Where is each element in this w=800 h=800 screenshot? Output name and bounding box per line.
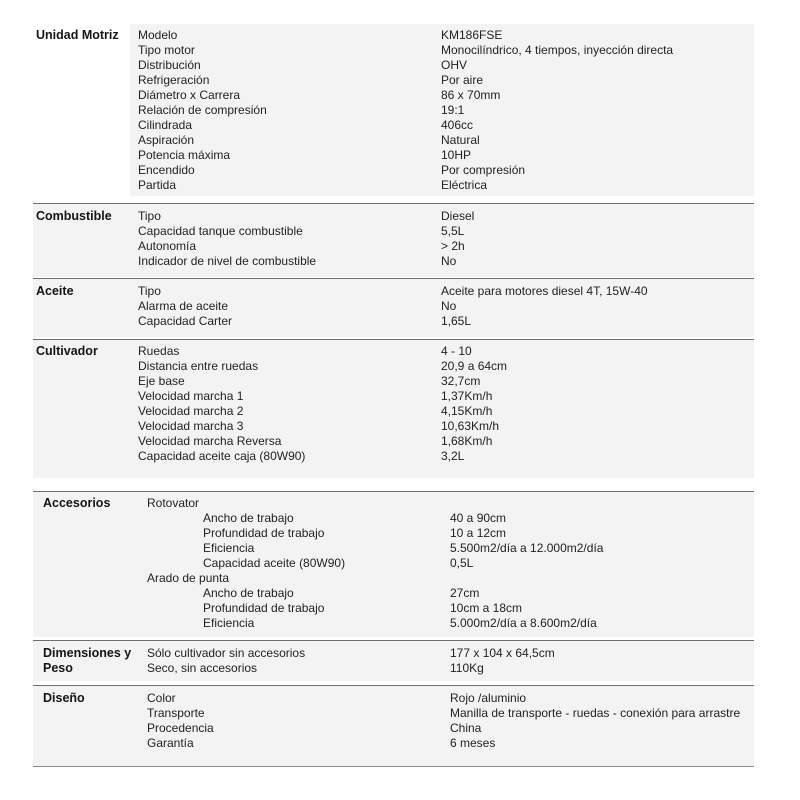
row-label: Relación de compresión	[138, 103, 267, 117]
row-label: Velocidad marcha 1	[138, 389, 244, 403]
row-value: Por compresión	[441, 163, 526, 177]
row-value: 10 a 12cm	[450, 526, 507, 540]
row-label: Diámetro x Carrera	[138, 88, 241, 102]
row-value: > 2h	[441, 239, 465, 253]
row-label: Ancho de trabajo	[203, 586, 294, 600]
row-label: Procedencia	[147, 721, 214, 735]
row-value: 32,7cm	[441, 374, 481, 388]
section-title-motor: Unidad Motriz	[36, 28, 119, 42]
row-value: 110Kg	[450, 661, 484, 675]
row-value: Rojo /aluminio	[450, 691, 527, 705]
row-label: Transporte	[147, 706, 205, 720]
group-label-arado: Arado de punta	[147, 571, 230, 585]
section-dimensiones	[33, 640, 754, 681]
row-label: Eje base	[138, 374, 185, 388]
section-title-accesorios: Accesorios	[43, 496, 111, 510]
row-label: Encendido	[138, 163, 195, 177]
group-label-rotovator: Rotovator	[147, 496, 200, 510]
row-value: 40 a 90cm	[450, 511, 507, 525]
row-value: 6 meses	[450, 736, 496, 750]
row-label: Distancia entre ruedas	[138, 359, 259, 373]
row-label: Distribución	[138, 58, 201, 72]
section-title-aceite: Aceite	[36, 284, 74, 298]
row-value: 27cm	[450, 586, 480, 600]
row-label: Seco, sin accesorios	[147, 661, 258, 675]
row-label: Capacidad aceite (80W90)	[203, 556, 346, 570]
row-value: 4,15Km/h	[441, 404, 493, 418]
row-value: No	[441, 299, 457, 313]
section-title-dimensiones-line1: Dimensiones y	[43, 646, 132, 660]
row-value: Natural	[441, 133, 480, 147]
bottom-divider	[33, 766, 754, 767]
row-value: Monocilíndrico, 4 tiempos, inyección directa	[441, 43, 674, 57]
row-value: 10,63Km/h	[441, 419, 500, 433]
row-label: Refrigeración	[138, 73, 210, 87]
row-value: KM186FSE	[441, 28, 503, 42]
row-value: 5.000m2/día a 8.600m2/día	[450, 616, 597, 630]
row-value: 406cc	[441, 118, 474, 132]
row-value: 10HP	[441, 148, 472, 162]
row-label: Capacidad Carter	[138, 314, 233, 328]
row-label: Partida	[138, 178, 177, 192]
section-title-dimensiones-line2: Peso	[43, 661, 73, 675]
row-label: Eficiencia	[203, 616, 255, 630]
row-value: 4 - 10	[441, 344, 472, 358]
row-value: Diesel	[441, 209, 475, 223]
row-label: Ruedas	[138, 344, 180, 358]
row-label: Velocidad marcha 2	[138, 404, 244, 418]
row-value: 10cm a 18cm	[450, 601, 523, 615]
row-value: 5.500m2/día a 12.000m2/día	[450, 541, 604, 555]
row-label: Profundidad de trabajo	[203, 526, 325, 540]
row-label: Aspiración	[138, 133, 195, 147]
row-label: Eficiencia	[203, 541, 255, 555]
row-value: China	[450, 721, 482, 735]
row-value: Eléctrica	[441, 178, 488, 192]
row-label: Capacidad tanque combustible	[138, 224, 303, 238]
row-label: Velocidad marcha 3	[138, 419, 244, 433]
row-label: Sólo cultivador sin accesorios	[147, 646, 306, 660]
row-value: 1,37Km/h	[441, 389, 493, 403]
row-label: Ancho de trabajo	[203, 511, 294, 525]
section-title-cultivador: Cultivador	[36, 344, 98, 358]
row-label: Tipo motor	[138, 43, 195, 57]
row-value: 177 x 104 x 64,5cm	[450, 646, 555, 660]
row-value: OHV	[441, 58, 468, 72]
row-value: 20,9 a 64cm	[441, 359, 508, 373]
row-label: Tipo	[138, 284, 161, 298]
row-label: Capacidad aceite caja (80W90)	[138, 449, 306, 463]
row-label: Modelo	[138, 28, 178, 42]
row-value: 86 x 70mm	[441, 88, 501, 102]
row-value: Por aire	[441, 73, 484, 87]
row-value: Manilla de transporte - ruedas - conexión para arrastre	[450, 706, 741, 720]
row-value: 1,68Km/h	[441, 434, 493, 448]
row-label: Cilindrada	[138, 118, 193, 132]
section-accesorios	[33, 491, 754, 637]
section-title-combustible: Combustible	[36, 209, 112, 223]
row-value: 3,2L	[441, 449, 465, 463]
row-label: Velocidad marcha Reversa	[138, 434, 282, 448]
row-label: Autonomía	[138, 239, 197, 253]
row-value: No	[441, 254, 457, 268]
section-diseno	[33, 685, 754, 767]
row-label: Color	[147, 691, 176, 705]
row-value: 19:1	[441, 103, 465, 117]
row-label: Tipo	[138, 209, 161, 223]
section-title-diseno: Diseño	[43, 691, 85, 705]
row-value: 0,5L	[450, 556, 474, 570]
row-value: Aceite para motores diesel 4T, 15W-40	[441, 284, 648, 298]
row-label: Indicador de nivel de combustible	[138, 254, 317, 268]
row-label: Profundidad de trabajo	[203, 601, 325, 615]
row-label: Alarma de aceite	[138, 299, 229, 313]
row-label: Garantía	[147, 736, 194, 750]
row-label: Potencia máxima	[138, 148, 231, 162]
row-value: 5,5L	[441, 224, 465, 238]
row-value: 1,65L	[441, 314, 472, 328]
